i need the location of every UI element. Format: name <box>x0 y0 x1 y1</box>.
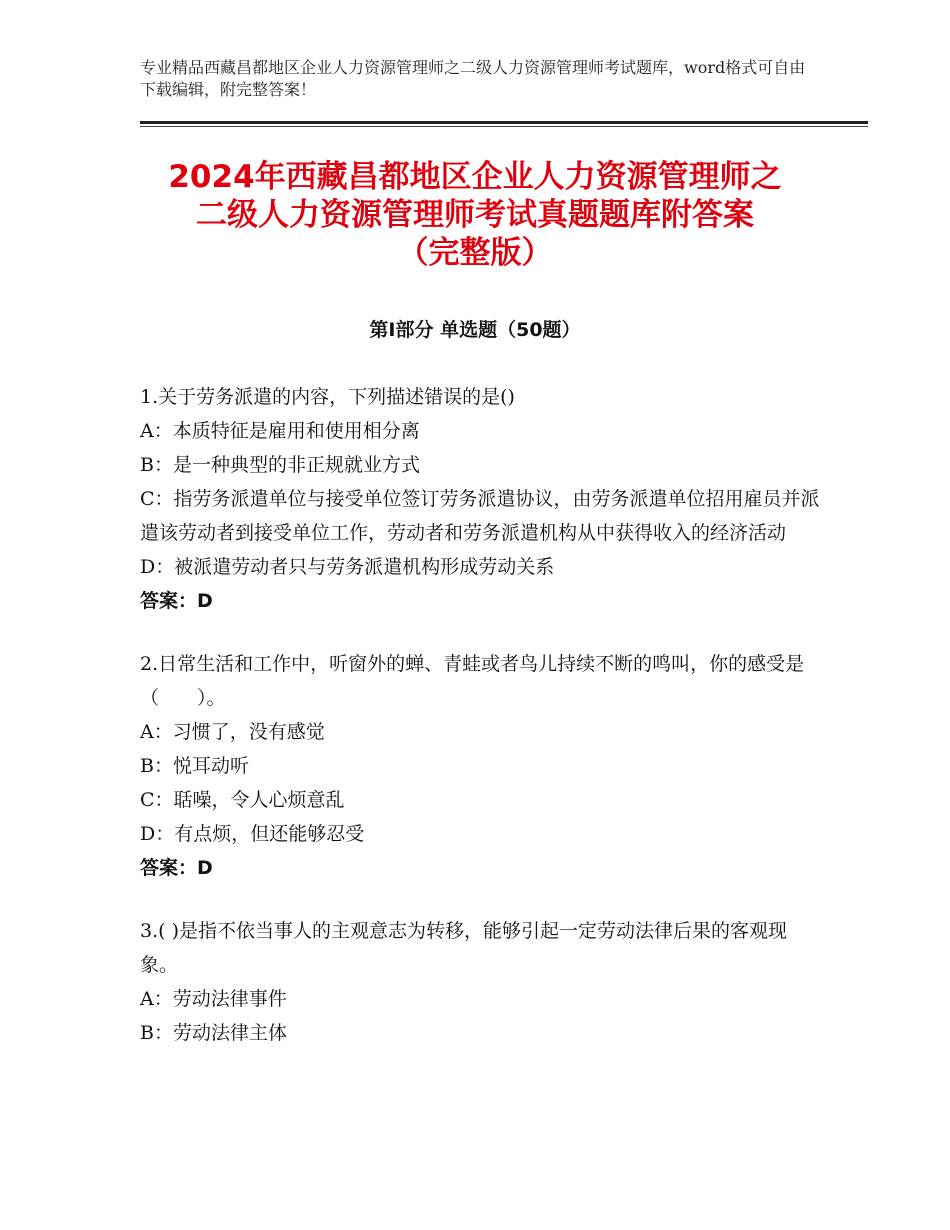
question-item-3 <box>140 914 820 1050</box>
title-line-2: 二级人力资源管理师考试真题题库附答案 <box>196 197 754 233</box>
document-title <box>120 158 830 272</box>
option-b: B：劳动法律主体 <box>140 1022 287 1044</box>
question-list <box>140 380 820 1079</box>
question-item-2 <box>140 647 820 885</box>
option-c: C：指劳务派遣单位与接受单位签订劳务派遣协议，由劳务派遣单位招用雇员并派遣该劳动者到接受单位工作，劳动者和劳务派遣机构从中获得收入的经济活动 <box>140 488 820 544</box>
title-line-3: （完整版） <box>397 235 553 271</box>
page-header: 专业精品西藏昌都地区企业人力资源管理师之二级人力资源管理师考试题库，word格式可自由下载编辑，附完整答案！ <box>140 58 806 99</box>
question-item-1 <box>140 380 820 618</box>
question-stem: 3.( )是指不依当事人的主观意志为转移，能够引起一定劳动法律后果的客观现象。 <box>140 920 787 976</box>
question-stem: 1.关于劳务派遣的内容，下列描述错误的是() <box>140 386 515 408</box>
option-a: A：习惯了，没有感觉 <box>140 721 325 743</box>
answer-label: 答案：D <box>140 590 213 612</box>
option-d: D：有点烦，但还能够忍受 <box>140 823 365 845</box>
option-a: A：本质特征是雇用和使用相分离 <box>140 420 420 442</box>
option-d: D：被派遣劳动者只与劳务派遣机构形成劳动关系 <box>140 556 555 578</box>
question-stem: 2.日常生活和工作中，听窗外的蝉、青蛙或者鸟儿持续不断的鸣叫，你的感受是（ ）。 <box>140 653 805 709</box>
option-b: B：悦耳动听 <box>140 755 249 777</box>
option-a: A：劳动法律事件 <box>140 988 287 1010</box>
option-c: C：聒噪，令人心烦意乱 <box>140 789 345 811</box>
section-heading: 第Ⅰ部分 单选题（50题） <box>369 319 581 341</box>
option-b: B：是一种典型的非正规就业方式 <box>140 454 420 476</box>
header-divider-thin <box>140 126 868 127</box>
answer-label: 答案：D <box>140 857 213 879</box>
title-line-1: 2024年西藏昌都地区企业人力资源管理师之 <box>168 159 782 195</box>
header-divider-thick <box>140 121 868 124</box>
